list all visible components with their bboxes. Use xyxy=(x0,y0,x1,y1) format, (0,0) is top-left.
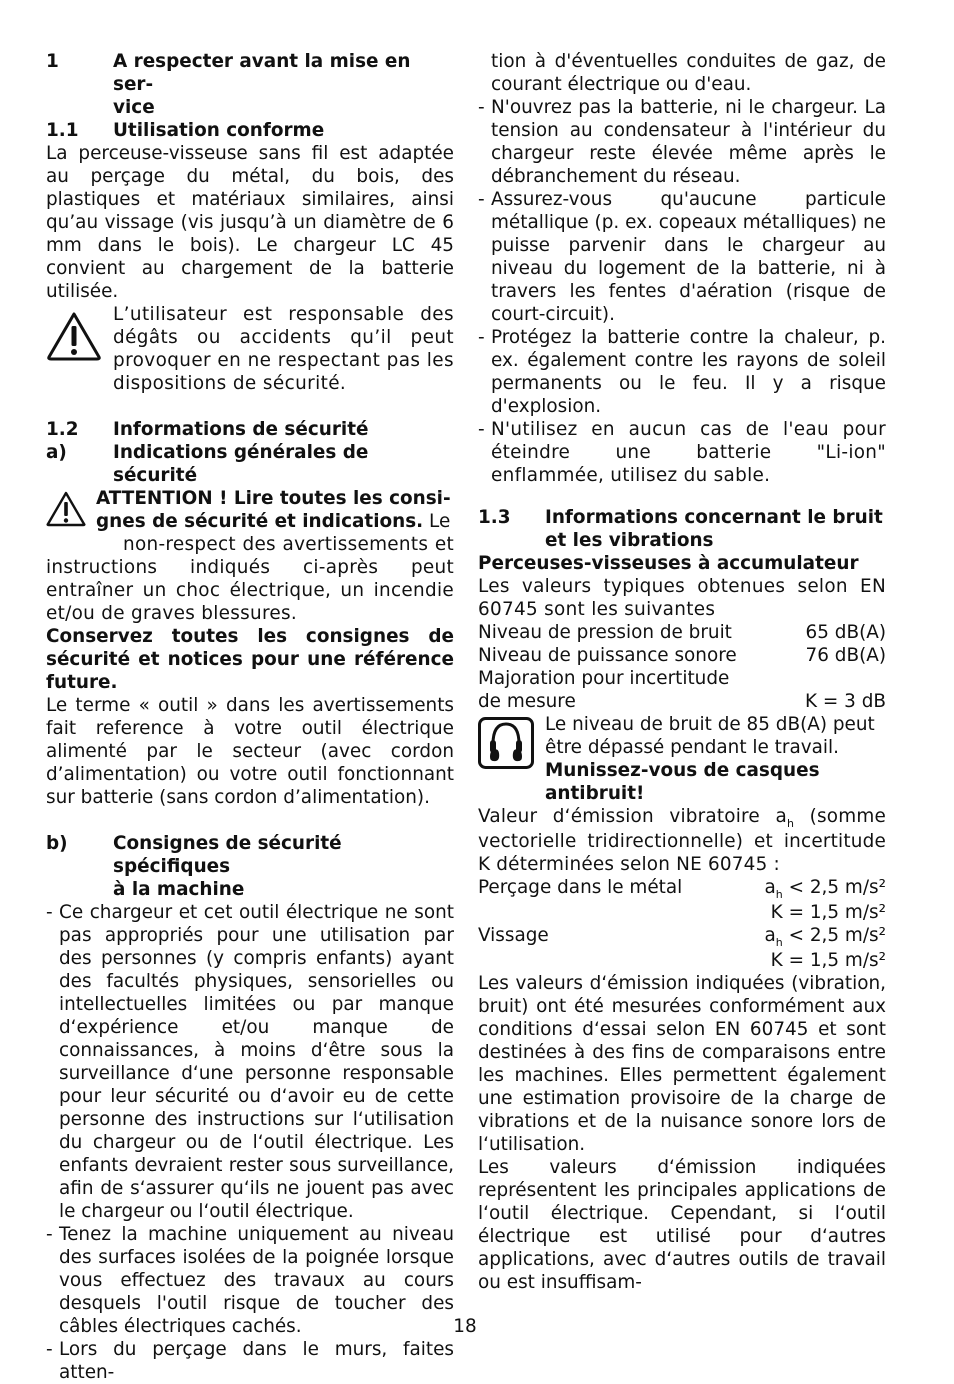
vibration-paragraph xyxy=(478,805,886,876)
subsection-title-line2: à la machine xyxy=(113,879,245,900)
vibration-label: Vissage xyxy=(478,925,549,946)
noise-value: 65 dB(A) xyxy=(805,622,886,643)
subsection-a-heading xyxy=(46,441,454,487)
section-title-line2: et les vibrations xyxy=(545,530,714,551)
attention-line-2 xyxy=(46,510,454,533)
vibration-label: Perçage dans le métal xyxy=(478,877,683,898)
section-title: Informations de sécurité xyxy=(113,419,369,440)
list-item-continued: tion à d'éventuelles conduites de gaz, de courant électrique ou d'eau. xyxy=(491,51,886,95)
attention-bold: gnes de sécurité et indications. xyxy=(96,511,424,532)
vibration-value: $a_h < 2,5$ m/s² xyxy=(764,877,886,901)
list-item: - N'utilisez en aucun cas de l'eau pour éteindre une batterie "Li-ion" enflammée, utilisez du sable. xyxy=(478,418,886,487)
subsection-letter: b) xyxy=(46,833,68,854)
uncertainty-label-cont: de mesure xyxy=(478,691,576,712)
attention-rest: non-respect des avertissements et instructions indiqués ci-après peut entraîner un choc électrique, un incendie et/ou de graves blessures. xyxy=(46,534,454,624)
list-item: - N'ouvrez pas la batterie, ni le chargeur. La tension au condensateur à l'intérieur du chargeur reste élevée même après le débranchement du réseau. xyxy=(478,96,886,188)
emission-paragraph-1: Les valeurs d‘émission indiquées (vibration, bruit) ont été mesurées conformément aux conditions d‘essai selon EN 60745 et sont destinées à des fins de comparaisons entre les machines. Elles permettent également une estimation provisoire de la charge de vibrations et de la nuisance sonore lors de l‘utilisation. xyxy=(478,973,886,1155)
vibration-value: $a_h < 2,5$ m/s² xyxy=(764,925,886,949)
tool-term-paragraph: Le terme « outil » dans les avertissements fait reference à votre outil électrique alimenté par le secteur (avec cordon d’alimentation) ou votre outil fonctionnant sur batterie (sans cordon d’alimentation). xyxy=(46,695,454,808)
warning-triangle-icon xyxy=(46,491,86,527)
ear-protection-icon xyxy=(478,717,534,769)
attention-line-1: ATTENTION ! Lire toutes les consi- xyxy=(96,488,451,509)
vibration-row xyxy=(478,876,886,901)
list-item: - Tenez la machine uniquement au niveau des surfaces isolées de la poignée lorsque vous effectuez des travaux au cours desquels l'outil risque de toucher des câbles électriques cachés. xyxy=(46,1223,454,1338)
subsection-title-line1: Consignes de sécurité spécifiques xyxy=(113,833,342,877)
user-responsibility-warning xyxy=(46,303,454,395)
ear-protection-notice xyxy=(478,713,886,805)
section-1-1-heading xyxy=(46,119,454,142)
section-number: 1 xyxy=(46,51,59,72)
section-number: 1.1 xyxy=(46,120,79,141)
noise-row xyxy=(478,621,886,644)
section-title-line2: vice xyxy=(113,97,155,118)
ear-warning-bold: Munissez-vous de casques antibruit! xyxy=(545,760,820,804)
warning-text: L’utilisateur est responsable des dégâts ou accidents qu’il peut provoquer en ne respectant pas les dispositions de sécurité. xyxy=(113,304,454,394)
product-group-heading: Perceuses-visseuses à accumulateur xyxy=(478,553,859,574)
attention-normal: Le xyxy=(429,511,451,532)
section-title-line1: A respecter avant la mise en ser- xyxy=(113,51,411,95)
section-1-3-heading xyxy=(478,506,886,552)
attention-block xyxy=(46,487,454,625)
typical-values-paragraph: Les valeurs typiques obtenues selon EN 60745 sont les suivantes xyxy=(478,576,886,620)
right-column xyxy=(478,50,886,1294)
vibration-uncertainty: K = 1,5 m/s² xyxy=(770,902,886,923)
ear-warning-text: Le niveau de bruit de 85 dB(A) peut être dépassé pendant le travail. xyxy=(545,714,875,758)
section-1-2-heading xyxy=(46,418,454,441)
vib-pre: Valeur d‘émission vibratoire a xyxy=(478,806,787,827)
noise-label: Niveau de pression de bruit xyxy=(478,622,732,643)
section-title-line1: Informations concernant le bruit xyxy=(545,507,883,528)
vibration-uncertainty: K = 1,5 m/s² xyxy=(770,950,886,971)
uncertainty-value: K = 3 dB xyxy=(805,691,886,712)
vibration-row xyxy=(478,924,886,949)
noise-row xyxy=(478,644,886,667)
section-number: 1.2 xyxy=(46,419,79,440)
subsection-letter: a) xyxy=(46,442,67,463)
vib-subscript: h xyxy=(786,817,795,830)
section-title: Utilisation conforme xyxy=(113,120,325,141)
noise-label: Niveau de puissance sonore xyxy=(478,645,737,666)
list-item: - Assurez-vous qu'aucune particule métallique (p. ex. copeaux métalliques) ne puisse parvenir dans le chargeur au niveau du logement de la batterie, ni à travers les fentes d'aération (risque de court-circuit). xyxy=(478,188,886,326)
left-column xyxy=(46,50,454,1384)
list-item: - Protégez la batterie contre la chaleur, p. ex. également contre les rayons de soleil permanents ou le feu. Il y a risque d'explosion. xyxy=(478,326,886,418)
keep-instructions: Conservez toutes les consignes de sécurité et notices pour une référence future. xyxy=(46,626,454,693)
emission-paragraph-2: Les valeurs d‘émission indiquées représentent les principales applications de l‘outil électrique. Cependant, si l‘outil électrique est utilisé pour d‘autres applications, avec d‘autres outils de travail ou est insuffisam- xyxy=(478,1157,886,1293)
noise-value: 76 dB(A) xyxy=(805,645,886,666)
warning-triangle-icon xyxy=(46,311,102,361)
vib-post: (somme vectorielle tridirectionnelle) et incertitude K déterminées selon NE 60745 : xyxy=(478,806,886,875)
subsection-title: Indications générales de sécurité xyxy=(113,442,369,486)
list-item: - Ce chargeur et cet outil électrique ne sont pas appropriés pour une utilisation par des personnes (y compris enfants) ayant des facultés physiques, sensorielles ou intellectuelles limitées ou par manque d‘expérience et/ou manque de connaissances, à moins d‘être sous la surveillance d‘une personne responsable pour leur sécurité ou d‘avoir eu de cette personne des instructions sur l‘utilisation du chargeur ou de l‘outil électrique. Les enfants devraient rester sous surveillance, afin de s‘assurer qu‘ils ne jouent pas avec le chargeur ou l‘outil électrique. xyxy=(46,901,454,1223)
uncertainty-label: Majoration pour incertitude xyxy=(478,668,730,689)
section-1-heading xyxy=(46,50,454,119)
subsection-b-heading xyxy=(46,832,454,901)
list-item: - Lors du perçage dans le murs, faites atten- xyxy=(46,1338,454,1384)
section-number: 1.3 xyxy=(478,507,511,528)
intended-use-paragraph: La perceuse-visseuse sans fil est adaptée au perçage du métal, du bois, des plastiques et matériaux similaires, ainsi qu’au vissage (vis jusqu’à un diamètre de 6 mm dans le bois). Le chargeur LC 45 convient au chargement de la batterie utilisée. xyxy=(46,143,454,302)
uncertainty-row xyxy=(478,690,886,713)
page-number: 18 xyxy=(453,1316,477,1337)
